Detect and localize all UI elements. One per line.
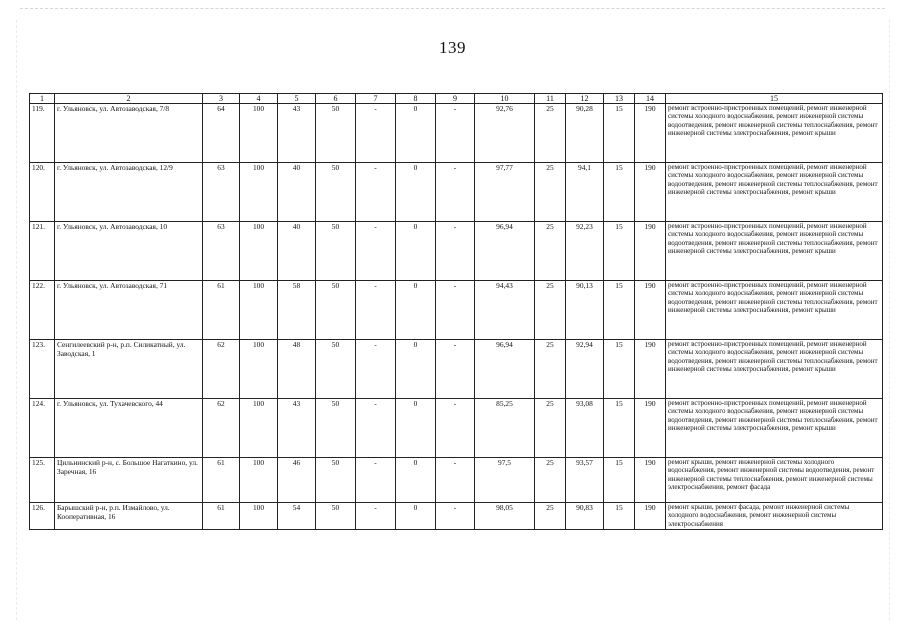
header-cell: 10 bbox=[475, 94, 535, 104]
table-row bbox=[30, 503, 883, 530]
value-cell: 0 bbox=[396, 458, 436, 503]
value-cell: 93,08 bbox=[566, 399, 604, 458]
scan-artifact bbox=[20, 8, 885, 10]
value-cell: 25 bbox=[535, 399, 566, 458]
value-cell: 50 bbox=[316, 399, 356, 458]
value-cell: 46 bbox=[278, 458, 316, 503]
address-cell: Барышский р-н, р.п. Измайлово, ул. Кооперативная, 16 bbox=[55, 503, 203, 530]
address-cell: г. Ульяновск, ул. Автозаводская, 10 bbox=[55, 222, 203, 281]
value-cell: 0 bbox=[396, 163, 436, 222]
value-cell: - bbox=[356, 222, 396, 281]
value-cell: 0 bbox=[396, 104, 436, 163]
value-cell: - bbox=[356, 458, 396, 503]
value-cell: 61 bbox=[203, 281, 240, 340]
value-cell: 190 bbox=[635, 503, 666, 530]
value-cell: - bbox=[436, 340, 475, 399]
header-cell: 5 bbox=[278, 94, 316, 104]
value-cell: 50 bbox=[316, 222, 356, 281]
value-cell: 92,23 bbox=[566, 222, 604, 281]
works-cell: ремонт встроенно-пристроенных помещений, ремонт инженерной системы холодного водоснабжения, ремонт инженерной системы водоотведения, ремонт инженерной системы теплоснабжения, ремонт инженерной системы электроснабжения, ремонт крыши bbox=[666, 104, 883, 163]
header-cell: 6 bbox=[316, 94, 356, 104]
header-cell: 3 bbox=[203, 94, 240, 104]
header-cell: 11 bbox=[535, 94, 566, 104]
value-cell: 94,43 bbox=[475, 281, 535, 340]
value-cell: 94,1 bbox=[566, 163, 604, 222]
row-number-cell: 119. bbox=[30, 104, 55, 163]
value-cell: 0 bbox=[396, 399, 436, 458]
value-cell: - bbox=[436, 503, 475, 530]
value-cell: 25 bbox=[535, 104, 566, 163]
value-cell: 100 bbox=[240, 399, 278, 458]
value-cell: 0 bbox=[396, 281, 436, 340]
value-cell: 190 bbox=[635, 399, 666, 458]
value-cell: 92,76 bbox=[475, 104, 535, 163]
works-cell: ремонт встроенно-пристроенных помещений, ремонт инженерной системы холодного водоснабжения, ремонт инженерной системы водоотведения, ремонт инженерной системы теплоснабжения, ремонт инженерной системы электроснабжения, ремонт крыши bbox=[666, 222, 883, 281]
value-cell: 63 bbox=[203, 163, 240, 222]
header-cell: 9 bbox=[436, 94, 475, 104]
row-number-cell: 124. bbox=[30, 399, 55, 458]
value-cell: 25 bbox=[535, 503, 566, 530]
header-cell: 15 bbox=[666, 94, 883, 104]
row-number-cell: 123. bbox=[30, 340, 55, 399]
works-cell: ремонт встроенно-пристроенных помещений, ремонт инженерной системы холодного водоснабжения, ремонт инженерной системы водоотведения, ремонт инженерной системы теплоснабжения, ремонт инженерной системы электроснабжения, ремонт крыши bbox=[666, 281, 883, 340]
value-cell: 97,77 bbox=[475, 163, 535, 222]
value-cell: - bbox=[436, 163, 475, 222]
value-cell: 190 bbox=[635, 458, 666, 503]
page-number: 139 bbox=[439, 38, 466, 57]
value-cell: 96,94 bbox=[475, 340, 535, 399]
value-cell: 90,83 bbox=[566, 503, 604, 530]
works-cell: ремонт крыши, ремонт инженерной системы холодного водоснабжения, ремонт инженерной системы водоотведения, ремонт инженерной системы теплоснабжения, ремонт инженерной системы электроснабжения, ремонт фасада bbox=[666, 458, 883, 503]
value-cell: 15 bbox=[604, 104, 635, 163]
row-number-cell: 122. bbox=[30, 281, 55, 340]
value-cell: 93,57 bbox=[566, 458, 604, 503]
value-cell: 0 bbox=[396, 503, 436, 530]
value-cell: 50 bbox=[316, 163, 356, 222]
table-row bbox=[30, 340, 883, 399]
value-cell: 61 bbox=[203, 458, 240, 503]
value-cell: 190 bbox=[635, 163, 666, 222]
value-cell: 190 bbox=[635, 104, 666, 163]
value-cell: 15 bbox=[604, 399, 635, 458]
value-cell: 58 bbox=[278, 281, 316, 340]
value-cell: 100 bbox=[240, 458, 278, 503]
table-body bbox=[30, 104, 883, 530]
row-number-cell: 126. bbox=[30, 503, 55, 530]
address-cell: г. Ульяновск, ул. Автозаводская, 7/8 bbox=[55, 104, 203, 163]
value-cell: 50 bbox=[316, 281, 356, 340]
works-cell: ремонт встроенно-пристроенных помещений, ремонт инженерной системы холодного водоснабжения, ремонт инженерной системы водоотведения, ремонт инженерной системы теплоснабжения, ремонт инженерной системы электроснабжения, ремонт крыши bbox=[666, 163, 883, 222]
table-row bbox=[30, 399, 883, 458]
works-cell: ремонт встроенно-пристроенных помещений, ремонт инженерной системы холодного водоснабжения, ремонт инженерной системы водоотведения, ремонт инженерной системы теплоснабжения, ремонт инженерной системы электроснабжения, ремонт крыши bbox=[666, 340, 883, 399]
value-cell: 50 bbox=[316, 503, 356, 530]
table-row bbox=[30, 281, 883, 340]
value-cell: 190 bbox=[635, 222, 666, 281]
value-cell: 15 bbox=[604, 163, 635, 222]
value-cell: 15 bbox=[604, 222, 635, 281]
works-cell: ремонт крыши, ремонт фасада, ремонт инженерной системы холодного водоснабжения, ремонт инженерной системы электроснабжения bbox=[666, 503, 883, 530]
address-cell: Цильнинский р-н, с. Большое Нагаткино, ул. Заречная, 16 bbox=[55, 458, 203, 503]
value-cell: 100 bbox=[240, 503, 278, 530]
value-cell: 25 bbox=[535, 281, 566, 340]
value-cell: 100 bbox=[240, 340, 278, 399]
table-row bbox=[30, 163, 883, 222]
value-cell: 90,28 bbox=[566, 104, 604, 163]
value-cell: 15 bbox=[604, 458, 635, 503]
value-cell: 40 bbox=[278, 163, 316, 222]
value-cell: 43 bbox=[278, 104, 316, 163]
row-number-cell: 125. bbox=[30, 458, 55, 503]
value-cell: 15 bbox=[604, 281, 635, 340]
repair-register-table bbox=[29, 93, 883, 530]
value-cell: 100 bbox=[240, 222, 278, 281]
header-row bbox=[30, 94, 883, 104]
value-cell: 97,5 bbox=[475, 458, 535, 503]
row-number-cell: 120. bbox=[30, 163, 55, 222]
header-cell: 4 bbox=[240, 94, 278, 104]
value-cell: - bbox=[436, 399, 475, 458]
header-cell: 8 bbox=[396, 94, 436, 104]
value-cell: 85,25 bbox=[475, 399, 535, 458]
address-cell: г. Ульяновск, ул. Автозаводская, 71 bbox=[55, 281, 203, 340]
table-row bbox=[30, 458, 883, 503]
works-cell: ремонт встроенно-пристроенных помещений, ремонт инженерной системы холодного водоснабжения, ремонт инженерной системы водоотведения, ремонт инженерной системы теплоснабжения, ремонт инженерной системы электроснабжения, ремонт крыши bbox=[666, 399, 883, 458]
value-cell: 15 bbox=[604, 340, 635, 399]
value-cell: 48 bbox=[278, 340, 316, 399]
table-row bbox=[30, 104, 883, 163]
header-cell: 7 bbox=[356, 94, 396, 104]
header-cell: 13 bbox=[604, 94, 635, 104]
row-number-cell: 121. bbox=[30, 222, 55, 281]
value-cell: 96,94 bbox=[475, 222, 535, 281]
value-cell: 25 bbox=[535, 163, 566, 222]
value-cell: - bbox=[356, 163, 396, 222]
value-cell: - bbox=[356, 281, 396, 340]
scan-edge-right bbox=[889, 20, 891, 620]
value-cell: 50 bbox=[316, 104, 356, 163]
value-cell: 100 bbox=[240, 104, 278, 163]
address-cell: г. Ульяновск, ул. Автозаводская, 12/9 bbox=[55, 163, 203, 222]
value-cell: 43 bbox=[278, 399, 316, 458]
header-cell: 14 bbox=[635, 94, 666, 104]
address-cell: Сенгилеевский р-н, р.п. Силикатный, ул. Заводская, 1 bbox=[55, 340, 203, 399]
header-cell: 1 bbox=[30, 94, 55, 104]
value-cell: 40 bbox=[278, 222, 316, 281]
header-cell: 12 bbox=[566, 94, 604, 104]
value-cell: 50 bbox=[316, 340, 356, 399]
value-cell: 90,13 bbox=[566, 281, 604, 340]
value-cell: 63 bbox=[203, 222, 240, 281]
value-cell: - bbox=[436, 222, 475, 281]
value-cell: 0 bbox=[396, 222, 436, 281]
value-cell: 62 bbox=[203, 340, 240, 399]
value-cell: - bbox=[356, 503, 396, 530]
value-cell: 64 bbox=[203, 104, 240, 163]
value-cell: 25 bbox=[535, 222, 566, 281]
value-cell: 190 bbox=[635, 340, 666, 399]
value-cell: - bbox=[436, 281, 475, 340]
value-cell: 100 bbox=[240, 163, 278, 222]
value-cell: 15 bbox=[604, 503, 635, 530]
value-cell: 50 bbox=[316, 458, 356, 503]
value-cell: 54 bbox=[278, 503, 316, 530]
value-cell: 25 bbox=[535, 340, 566, 399]
value-cell: - bbox=[356, 104, 396, 163]
value-cell: - bbox=[356, 340, 396, 399]
header-cell: 2 bbox=[55, 94, 203, 104]
value-cell: 62 bbox=[203, 399, 240, 458]
value-cell: - bbox=[436, 104, 475, 163]
value-cell: 25 bbox=[535, 458, 566, 503]
value-cell: 98,05 bbox=[475, 503, 535, 530]
value-cell: - bbox=[436, 458, 475, 503]
value-cell: - bbox=[356, 399, 396, 458]
value-cell: 100 bbox=[240, 281, 278, 340]
address-cell: г. Ульяновск, ул. Тухачевского, 44 bbox=[55, 399, 203, 458]
value-cell: 92,94 bbox=[566, 340, 604, 399]
value-cell: 0 bbox=[396, 340, 436, 399]
scan-edge-left bbox=[16, 20, 18, 620]
table-row bbox=[30, 222, 883, 281]
value-cell: 61 bbox=[203, 503, 240, 530]
value-cell: 190 bbox=[635, 281, 666, 340]
